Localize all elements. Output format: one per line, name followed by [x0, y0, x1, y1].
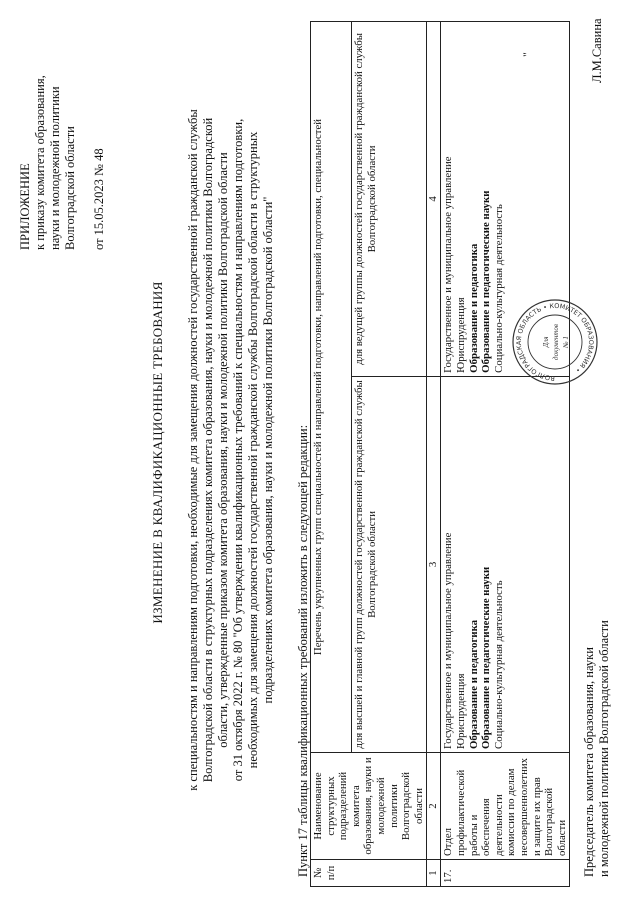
subtitle-line: подразделениях комитета образования, науки и молодежной политики Волгоградской области" — [261, 196, 275, 704]
annex-line: к приказу комитета образования, — [33, 75, 47, 250]
seal-center-text: документов — [552, 324, 560, 360]
subtitle-line: от 31 октября 2022 г. № 80 "Об утверждении квалификационных требований к специальностям и направлениям подготовки, — [231, 118, 245, 782]
subtitle-line: необходимых для замещения должностей государственной гражданской службы Волгоградской области в структурных — [246, 131, 260, 769]
signature-title-line: и молодежной политики Волгоградской области — [597, 620, 611, 877]
specialty-item: Социально-культурная деятельность — [492, 204, 505, 373]
annex-line: Волгоградской области — [63, 126, 77, 250]
official-seal — [510, 297, 600, 387]
column-number: 1 — [427, 860, 441, 887]
seal-ring-text: ВОЛГОГРАДСКАЯ ОБЛАСТЬ • КОМИТЕТ ОБРАЗОВАНИЯ • — [514, 301, 596, 383]
seal-center-text: Для — [542, 336, 550, 348]
requirements-table — [310, 21, 570, 887]
row-unit-name: Отдел профилактической работы и обеспечения деятельности комиссии по делам несовершеннолетних и защите их прав Волгоградской области — [441, 753, 570, 860]
specialty-item: Государственное и муниципальное управление — [442, 532, 455, 749]
header-senior-groups: для высшей и главной групп должностей государственной гражданской службы Волгоградской области — [352, 376, 427, 752]
header-specialty-list: Перечень укрупненных групп специальностей и направлений подготовки, направлений подготовки, специальностей — [311, 22, 352, 753]
subtitle-line: области, утвержденные приказом комитета образования, науки и молодежной политики Волгоградской области — [216, 152, 230, 748]
item-instruction: Пункт 17 таблицы квалификационных требований изложить в следующей редакции: — [296, 424, 310, 877]
specialty-item: Юриспруденция — [454, 673, 467, 749]
column-number: 4 — [427, 22, 441, 377]
column-number-row — [427, 22, 441, 887]
table-row — [441, 22, 570, 887]
row-number: 17. — [441, 860, 570, 887]
header-units: Наименование структурных подразделений комитета образования, науки и молодежной политики Волгоградской области — [311, 753, 427, 860]
signature-title-line: Председатель комитета образования, науки — [582, 647, 596, 877]
specialty-item: Юриспруденция — [454, 297, 467, 373]
header-leading-group: для ведущей группы должностей государственной гражданской службы Волгоградской области — [352, 22, 427, 377]
subtitle-line: Волгоградской области в структурных подразделениях комитета образования, науки и молодежной политики Волгоградской — [201, 117, 215, 783]
senior-specialties — [441, 376, 570, 752]
header-number: № п/п — [311, 860, 427, 887]
column-number: 3 — [427, 376, 441, 752]
seal-center-text: № 1 — [562, 336, 570, 348]
annex-date: от 15.05.2023 № 48 — [92, 148, 106, 250]
specialty-item: Образование и педагогика — [467, 243, 480, 373]
annex-line: ПРИЛОЖЕНИЕ — [18, 163, 32, 250]
annex-block — [18, 10, 107, 250]
closing-quote: " — [520, 52, 534, 57]
specialty-item: Образование и педагогические науки — [480, 566, 493, 749]
signatory-name: Л.М.Савина — [590, 18, 604, 83]
annex-line: науки и молодежной политики — [48, 86, 62, 250]
document-subtitle — [186, 20, 276, 880]
signature-block — [582, 620, 612, 877]
column-number: 2 — [427, 753, 441, 860]
specialty-item: Образование и педагогика — [467, 619, 480, 749]
specialty-item: Социально-культурная деятельность — [492, 580, 505, 749]
specialty-item: Государственное и муниципальное управление — [442, 156, 455, 373]
subtitle-line: к специальностям и направлениям подготовки, необходимые для замещения должностей государственной гражданской службы — [186, 109, 200, 791]
document-title: ИЗМЕНЕНИЕ В КВАЛИФИКАЦИОННЫЕ ТРЕБОВАНИЯ — [150, 281, 165, 624]
specialty-item: Образование и педагогические науки — [480, 190, 493, 373]
